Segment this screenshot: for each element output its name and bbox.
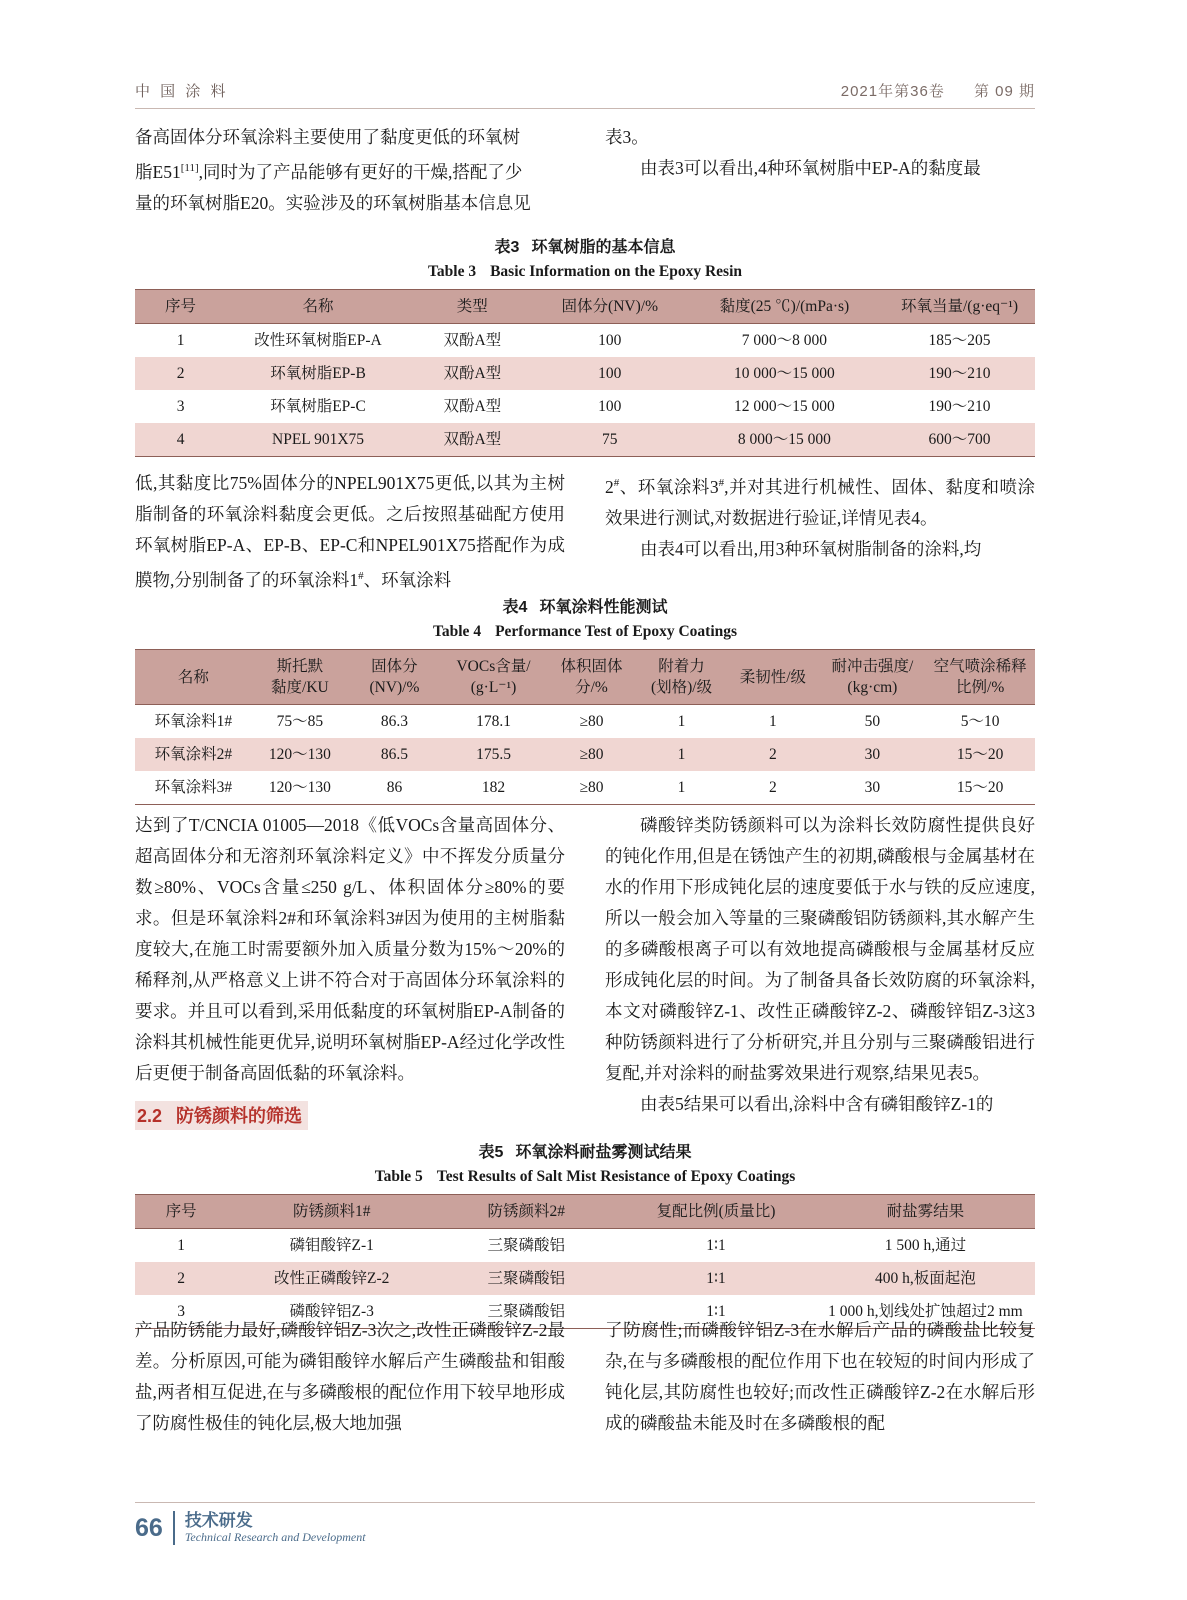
issue-number: 第 09 期: [973, 83, 1035, 100]
lower-left-column: [135, 810, 565, 1130]
table5-r1-c3: 1∶1: [616, 1262, 816, 1295]
table4-th-2: [348, 650, 441, 705]
table4-r0-c0: 环氧涂料1#: [135, 705, 252, 739]
table4-r2-c0: 环氧涂料3#: [135, 771, 252, 805]
footer-label: [185, 1511, 366, 1545]
table5-r2-c2: 三聚磷酸铝: [436, 1295, 616, 1329]
table5-number-cn: 表5: [478, 1144, 504, 1161]
table4-r1-c7: 30: [819, 738, 925, 771]
table4-r2-c5: 1: [637, 771, 727, 805]
table4-th-4-l1: 体积固体: [560, 658, 623, 675]
table3-caption-cn: [135, 235, 1035, 260]
table3-header-row: [135, 290, 1035, 324]
table4-th-0-l1: 名称: [177, 668, 209, 686]
table4-r0-c3: 178.1: [441, 705, 546, 739]
table3-r3-c1: NPEL 901X75: [226, 423, 410, 457]
table5-th-0: 序号: [135, 1195, 227, 1229]
footer-label-cn: 技术研发: [184, 1511, 253, 1530]
table3-th-1: 名称: [226, 290, 410, 324]
table4-r2-c7: 30: [819, 771, 925, 805]
table-row: [135, 423, 1035, 457]
table3-r3-c0: 4: [135, 423, 226, 457]
table3-th-3: 固体分(NV)/%: [535, 290, 685, 324]
table-row: [135, 324, 1035, 358]
lower-right-paragraph-2: 由表5结果可以看出,涂料中含有磷钼酸锌Z-1的: [640, 1094, 994, 1114]
intro-right-column: [605, 122, 1035, 219]
table4-header-row: [135, 650, 1035, 705]
mid-columns: [135, 468, 1035, 596]
table4-r1-c4: ≥80: [546, 738, 637, 771]
table3-number-en: Table 3: [427, 263, 477, 280]
page-footer: [135, 1502, 1035, 1545]
table4-number-en: Table 4: [432, 623, 482, 640]
table4-r1-c3: 175.5: [441, 738, 546, 771]
table5-th-3: 复配比例(质量比): [616, 1195, 816, 1229]
table4-th-7: [819, 650, 925, 705]
table5-r2-c4: 1 000 h,划线处扩蚀超过2 mm: [816, 1295, 1035, 1329]
table5-r0-c1: 磷钼酸锌Z-1: [227, 1229, 436, 1263]
table4-r0-c8: 5～10: [925, 705, 1035, 739]
table3-r0-c4: 7 000～8 000: [685, 324, 884, 358]
table4-th-8: [925, 650, 1035, 705]
table4-th-7-l1: 耐冲击强度/: [831, 658, 914, 675]
table5-block: [135, 1140, 1035, 1329]
table4-r2-c8: 15～20: [925, 771, 1035, 805]
table3-r2-c5: 190～210: [884, 390, 1035, 423]
table5-th-1: 防锈颜料1#: [227, 1195, 436, 1229]
table-row: [135, 705, 1035, 739]
table4-r1-c0: 环氧涂料2#: [135, 738, 252, 771]
table4-r2-c3: 182: [441, 771, 546, 805]
table5-r1-c2: 三聚磷酸铝: [436, 1262, 616, 1295]
bottom-right-paragraph: 了防腐性;而磷酸锌铝Z-3在水解后产品的磷酸盐比较复杂,在与多磷酸根的配位作用下也在较短的时间内形成了钝化层,其防腐性也较好;而改性正磷酸锌Z-2在水解后形成的磷酸盐未能及时在多磷酸根的配: [605, 1320, 1035, 1433]
table3-th-0: 序号: [135, 290, 226, 324]
footer-divider: [173, 1511, 175, 1545]
table3-r1-c1: 环氧树脂EP-B: [226, 357, 410, 390]
table3-r1-c4: 10 000～15 000: [685, 357, 884, 390]
table3: [135, 289, 1035, 457]
lower-columns: [135, 810, 1035, 1130]
table4-th-4: [546, 650, 637, 705]
table-row: [135, 357, 1035, 390]
table4-r2-c6: 2: [726, 771, 819, 805]
footer-label-en: Technical Research and Development: [184, 1530, 366, 1544]
section-heading: [135, 1101, 565, 1130]
table3-r1-c0: 2: [135, 357, 226, 390]
intro-columns: [135, 122, 1035, 219]
table3-r1-c2: 双酚A型: [410, 357, 535, 390]
table3-r2-c3: 100: [535, 390, 685, 423]
table5-th-4: 耐盐雾结果: [816, 1195, 1035, 1229]
table5-r0-c0: 1: [135, 1229, 227, 1263]
table4-th-7-l2: (kg·cm): [847, 679, 898, 696]
table3-th-5: 环氧当量/(g·eq⁻¹): [884, 290, 1035, 324]
mid-left-column: [135, 468, 565, 596]
table4-r1-c2: 86.5: [348, 738, 441, 771]
table4-th-1: [252, 650, 348, 705]
table3-r2-c2: 双酚A型: [410, 390, 535, 423]
table4-th-0: [135, 650, 252, 705]
table5-r2-c1: 磷酸锌铝Z-3: [227, 1295, 436, 1329]
table4-r1-c5: 1: [637, 738, 727, 771]
page-number: 66: [135, 1513, 163, 1542]
table5-r2-c3: 1∶1: [616, 1295, 816, 1329]
table4-th-5: [637, 650, 727, 705]
table4-r1-c6: 2: [726, 738, 819, 771]
intro-right-paragraph-1: 表3。: [605, 127, 649, 147]
table4: [135, 649, 1035, 805]
table4-block: [135, 595, 1035, 805]
table3-number-cn: 表3: [494, 239, 520, 256]
ref-marker: [11]: [180, 162, 199, 174]
table3-r3-c3: 75: [535, 423, 685, 457]
mid-right-paragraph-2: 由表4可以看出,用3种环氧树脂制备的涂料,均: [640, 538, 982, 559]
table5-th-2: 防锈颜料2#: [436, 1195, 616, 1229]
table3-r0-c1: 改性环氧树脂EP-A: [226, 324, 410, 358]
intro-left-column: [135, 122, 565, 219]
table4-th-2-l2: (NV)/%: [369, 679, 420, 696]
table3-r1-c3: 100: [535, 357, 685, 390]
table4-r0-c4: ≥80: [546, 705, 637, 739]
table3-title-cn: 环氧树脂的基本信息: [531, 239, 676, 256]
table5-title-en: Test Results of Salt Mist Resistance of Epoxy Coatings: [436, 1168, 796, 1185]
intro-right-paragraph-2: 由表3可以看出,4种环氧树脂中EP-A的黏度最: [640, 158, 981, 178]
page-header: [135, 80, 1035, 109]
table4-th-2-l1: 固体分: [371, 658, 418, 675]
table-row: [135, 771, 1035, 805]
table3-caption-en: [135, 260, 1035, 284]
bottom-right-column: [605, 1315, 1035, 1439]
table-row: [135, 1262, 1035, 1295]
mid-right-paragraph-1: 2#、环氧涂料3#,并对其进行机械性、固体、黏度和喷涂效果进行测试,对数据进行验证,详情见表4。: [605, 476, 1036, 528]
table3-r0-c2: 双酚A型: [410, 324, 535, 358]
table4-caption-cn: [135, 595, 1035, 620]
table3-r3-c2: 双酚A型: [410, 423, 535, 457]
table4-th-5-l2: (划格)/级: [650, 679, 713, 696]
table3-r2-c1: 环氧树脂EP-C: [226, 390, 410, 423]
table4-r0-c1: 75～85: [252, 705, 348, 739]
table4-r0-c5: 1: [637, 705, 727, 739]
table4-th-5-l1: 附着力: [658, 658, 705, 675]
sup-hash-2: #: [718, 477, 725, 489]
table4-r2-c2: 86: [348, 771, 441, 805]
intro-left-paragraph: 备高固体分环氧涂料主要使用了黏度更低的环氧树 脂E51[11],同时为了产品能够有更好的干燥,搭配了少 量的环氧树脂E20。实验涉及的环氧树脂基本信息见: [135, 127, 531, 213]
table5-r1-c1: 改性正磷酸锌Z-2: [227, 1262, 436, 1295]
mid-left-paragraph: 低,其黏度比75%固体分的NPEL901X75更低,以其为主树脂制备的环氧涂料黏度会更低。之后按照基础配方使用环氧树脂EP-A、EP-B、EP-C和NPEL901X75搭配作为成膜物,分别制备了的环氧涂料1#、环氧涂料: [135, 473, 565, 590]
bottom-left-paragraph: 产品防锈能力最好,磷酸锌铝Z-3次之,改性正磷酸锌Z-2最差。分析原因,可能为磷钼酸锌水解后产生磷酸盐和钼酸盐,两者相互促进,在与多磷酸根的配位作用下较早地形成了防腐性极佳的钝化层,极大地加强: [135, 1320, 565, 1433]
table3-th-4: 黏度(25 ℃)/(mPa·s): [685, 290, 884, 324]
table5-r0-c3: 1∶1: [616, 1229, 816, 1263]
table3-th-2: 类型: [410, 290, 535, 324]
table-row: [135, 738, 1035, 771]
table5-r2-c0: 3: [135, 1295, 227, 1329]
table3-title-en: Basic Information on the Epoxy Resin: [490, 263, 742, 280]
table4-r2-c4: ≥80: [546, 771, 637, 805]
table4-th-8-l1: 空气喷涂稀释: [933, 658, 1027, 675]
table5-r1-c0: 2: [135, 1262, 227, 1295]
table4-th-3: [441, 650, 546, 705]
table5-caption-cn: [135, 1140, 1035, 1165]
table-row: [135, 1229, 1035, 1263]
section-number: 2.2: [137, 1106, 163, 1126]
table3-r3-c4: 8 000～15 000: [685, 423, 884, 457]
table5-number-en: Table 5: [374, 1168, 423, 1185]
table3-block: [135, 235, 1035, 457]
table4-th-6-l1: 柔韧性/级: [739, 668, 807, 686]
table5-r0-c2: 三聚磷酸铝: [436, 1229, 616, 1263]
table4-r1-c1: 120～130: [252, 738, 348, 771]
sup-hash: #: [358, 570, 364, 582]
table5-r0-c4: 1 500 h,通过: [816, 1229, 1035, 1263]
table4-th-3-l1: VOCs含量/: [456, 658, 531, 675]
table3-r0-c5: 185～205: [884, 324, 1035, 358]
table5-caption-en: [135, 1165, 1035, 1189]
bottom-columns: [135, 1315, 1035, 1439]
table5-title-cn: 环氧涂料耐盐雾测试结果: [515, 1144, 692, 1161]
table4-th-3-l2: (g·L⁻¹): [470, 679, 517, 696]
table5-header-row: [135, 1195, 1035, 1229]
table4-title-en: Performance Test of Epoxy Coatings: [495, 623, 738, 640]
table4-th-4-l2: 分/%: [575, 679, 608, 696]
table4-r2-c1: 120～130: [252, 771, 348, 805]
table4-r1-c8: 15～20: [925, 738, 1035, 771]
table5-r1-c4: 400 h,板面起泡: [816, 1262, 1035, 1295]
table4-r0-c2: 86.3: [348, 705, 441, 739]
table4-caption-en: [135, 620, 1035, 644]
table3-r0-c0: 1: [135, 324, 226, 358]
table-row: [135, 390, 1035, 423]
table4-th-1-l2: 黏度/KU: [271, 679, 329, 696]
table3-r0-c3: 100: [535, 324, 685, 358]
table3-r1-c5: 190～210: [884, 357, 1035, 390]
section-title: 防锈颜料的筛选: [176, 1106, 303, 1126]
table4-th-6: [726, 650, 819, 705]
table4-r0-c7: 50: [819, 705, 925, 739]
table5: [135, 1194, 1035, 1329]
mid-right-column: [605, 468, 1035, 596]
journal-name: 中 国 涂 料: [135, 83, 229, 100]
table4-number-cn: 表4: [502, 599, 528, 616]
sup-hash-1: #: [613, 477, 620, 489]
issue-info: [841, 80, 1035, 101]
bottom-left-column: [135, 1315, 565, 1439]
table4-r0-c6: 1: [726, 705, 819, 739]
table3-r2-c0: 3: [135, 390, 226, 423]
lower-right-paragraph-1: 磷酸锌类防锈颜料可以为涂料长效防腐性提供良好的钝化作用,但是在锈蚀产生的初期,磷酸根与金属基材在水的作用下形成钝化层的速度要低于水与铁的反应速度,所以一般会加入等量的三聚磷酸铝防锈颜料,其水解产生的多磷酸根离子可以有效地提高磷酸根与金属基材反应形成钝化层的时间。为了制备具备长效防腐的环氧涂料,本文对磷酸锌Z-1、改性正磷酸锌Z-2、磷酸锌铝Z-3这3种防锈颜料进行了分析研究,并且分别与三聚磷酸铝进行复配,并对涂料的耐盐雾效果进行观察,结果见表5。: [605, 815, 1035, 1083]
lower-left-paragraph: 达到了T/CNCIA 01005—2018《低VOCs含量高固体分、超高固体分和无溶剂环氧涂料定义》中不挥发分质量分数≥80%、VOCs含量≤250 g/L、体积固体分≥80%的要求。但是环氧涂料2#和环氧涂料3#因为使用的主树脂黏度较大,在施工时需要额外加入质量分数为15%～20%的稀释剂,从严格意义上讲不符合对于高固体分环氧涂料的要求。并且可以看到,采用低黏度的环氧树脂EP-A制备的涂料其机械性能更优异,说明环氧树脂EP-A经过化学改性后更便于制备高固低黏的环氧涂料。: [135, 815, 565, 1083]
table3-r2-c4: 12 000～15 000: [685, 390, 884, 423]
year-volume: 2021年第36卷: [840, 83, 945, 100]
table4-th-1-l1: 斯托默: [276, 658, 324, 675]
table4-title-cn: 环氧涂料性能测试: [539, 599, 668, 616]
table3-r3-c5: 600～700: [884, 423, 1035, 457]
table4-th-8-l2: 比例/%: [956, 679, 1005, 696]
lower-right-column: [605, 810, 1035, 1130]
